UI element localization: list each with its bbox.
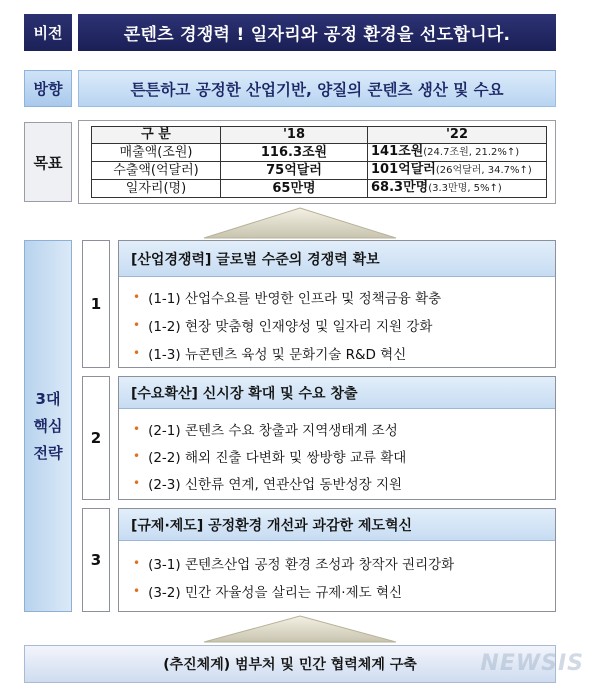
goals-row (92, 144, 547, 162)
goals-category: 일자리(명) (92, 180, 221, 198)
strategies-label-line: 핵심 (33, 416, 63, 435)
goals-note: (26억달러, 34.7%↑) (435, 165, 532, 176)
strategy-number: 1 (82, 240, 110, 368)
strategies-label-line: 전략 (33, 443, 63, 462)
strategy-item (133, 551, 454, 575)
strategy-item (133, 579, 402, 603)
bullet-icon: • (133, 318, 141, 332)
strategy-item-text: (1-3) 뉴콘텐츠 육성 및 문화기술 R&D 혁신 (148, 347, 407, 363)
strategy-item-text: (3-1) 콘텐츠산업 공정 환경 조성과 창작자 권리강화 (148, 557, 455, 573)
goals-label: 목표 (24, 122, 72, 202)
strategies-label (24, 240, 72, 612)
goals-header-2018: '18 (221, 127, 368, 144)
goals-value-2022-cell (368, 180, 547, 198)
goals-value-2022-cell (368, 144, 547, 162)
goals-category: 수출액(억달러) (92, 162, 221, 180)
goals-note: (3.3만명, 5%↑) (428, 183, 502, 194)
newsis-watermark: NEWSIS (480, 651, 584, 676)
strategy-item-text: (2-3) 신한류 연계, 연관산업 동반성장 지원 (148, 477, 403, 493)
goals-value-2018: 65만명 (221, 180, 368, 198)
strategy-group (118, 376, 556, 500)
goals-header-row (92, 127, 547, 144)
strategy-item (133, 417, 398, 441)
strategy-item (133, 444, 406, 468)
strategy-title: [수요확산] 신시장 확대 및 수요 창출 (119, 377, 555, 409)
strategy-group (118, 240, 556, 368)
goals-value-2022-cell (368, 162, 547, 180)
goals-row (92, 162, 547, 180)
strategy-number: 2 (82, 376, 110, 500)
strategy-item (133, 313, 432, 337)
strategy-item (133, 285, 441, 309)
goals-value-2022: 141조원 (371, 144, 424, 159)
up-arrow-top (200, 206, 400, 240)
strategy-title: [산업경쟁력] 글로벌 수준의 경쟁력 확보 (119, 241, 555, 277)
bullet-icon: • (133, 476, 141, 490)
goals-value-2018: 75억달러 (221, 162, 368, 180)
bullet-icon: • (133, 346, 141, 360)
goals-value-2022: 101억달러 (371, 162, 436, 177)
vision-text: 콘텐츠 경쟁력 ! 일자리와 공정 환경을 선도합니다. (78, 14, 556, 51)
strategy-number: 3 (82, 508, 110, 612)
direction-label: 방향 (24, 70, 72, 107)
bullet-icon: • (133, 290, 141, 304)
strategy-item-text: (2-1) 콘텐츠 수요 창출과 지역생태계 조성 (148, 423, 398, 439)
strategy-item (133, 341, 406, 365)
strategies-label-line: 3대 (35, 389, 61, 408)
goals-row (92, 180, 547, 198)
strategy-item-text: (2-2) 해외 진출 다변화 및 쌍방향 교류 확대 (148, 450, 407, 466)
strategy-item-text: (3-2) 민간 자율성을 살리는 규제·제도 혁신 (148, 585, 403, 601)
goals-category: 매출액(조원) (92, 144, 221, 162)
foundation-bar: (추진체계) 범부처 및 민간 협력체계 구축 (24, 645, 556, 683)
strategy-item-text: (1-1) 산업수요를 반영한 인프라 및 정책금융 확충 (148, 291, 442, 307)
bullet-icon: • (133, 584, 141, 598)
strategy-item (133, 471, 402, 495)
bullet-icon: • (133, 449, 141, 463)
goals-value-2018: 116.3조원 (221, 144, 368, 162)
strategy-group (118, 508, 556, 612)
bullet-icon: • (133, 556, 141, 570)
goals-header-category: 구 분 (92, 127, 221, 144)
bullet-icon: • (133, 422, 141, 436)
strategy-title: [규제·제도] 공정환경 개선과 과감한 제도혁신 (119, 509, 555, 541)
vision-label: 비전 (24, 14, 72, 51)
strategy-item-text: (1-2) 현장 맞춤형 인재양성 및 일자리 지원 강화 (148, 319, 433, 335)
goals-value-2022: 68.3만명 (371, 180, 429, 195)
up-arrow-bottom (200, 614, 400, 644)
goals-header-2022: '22 (368, 127, 547, 144)
goals-table (91, 126, 547, 198)
direction-text: 튼튼하고 공정한 산업기반, 양질의 콘텐츠 생산 및 수요 (78, 70, 556, 107)
goals-note: (24.7조원, 21.2%↑) (423, 147, 520, 158)
